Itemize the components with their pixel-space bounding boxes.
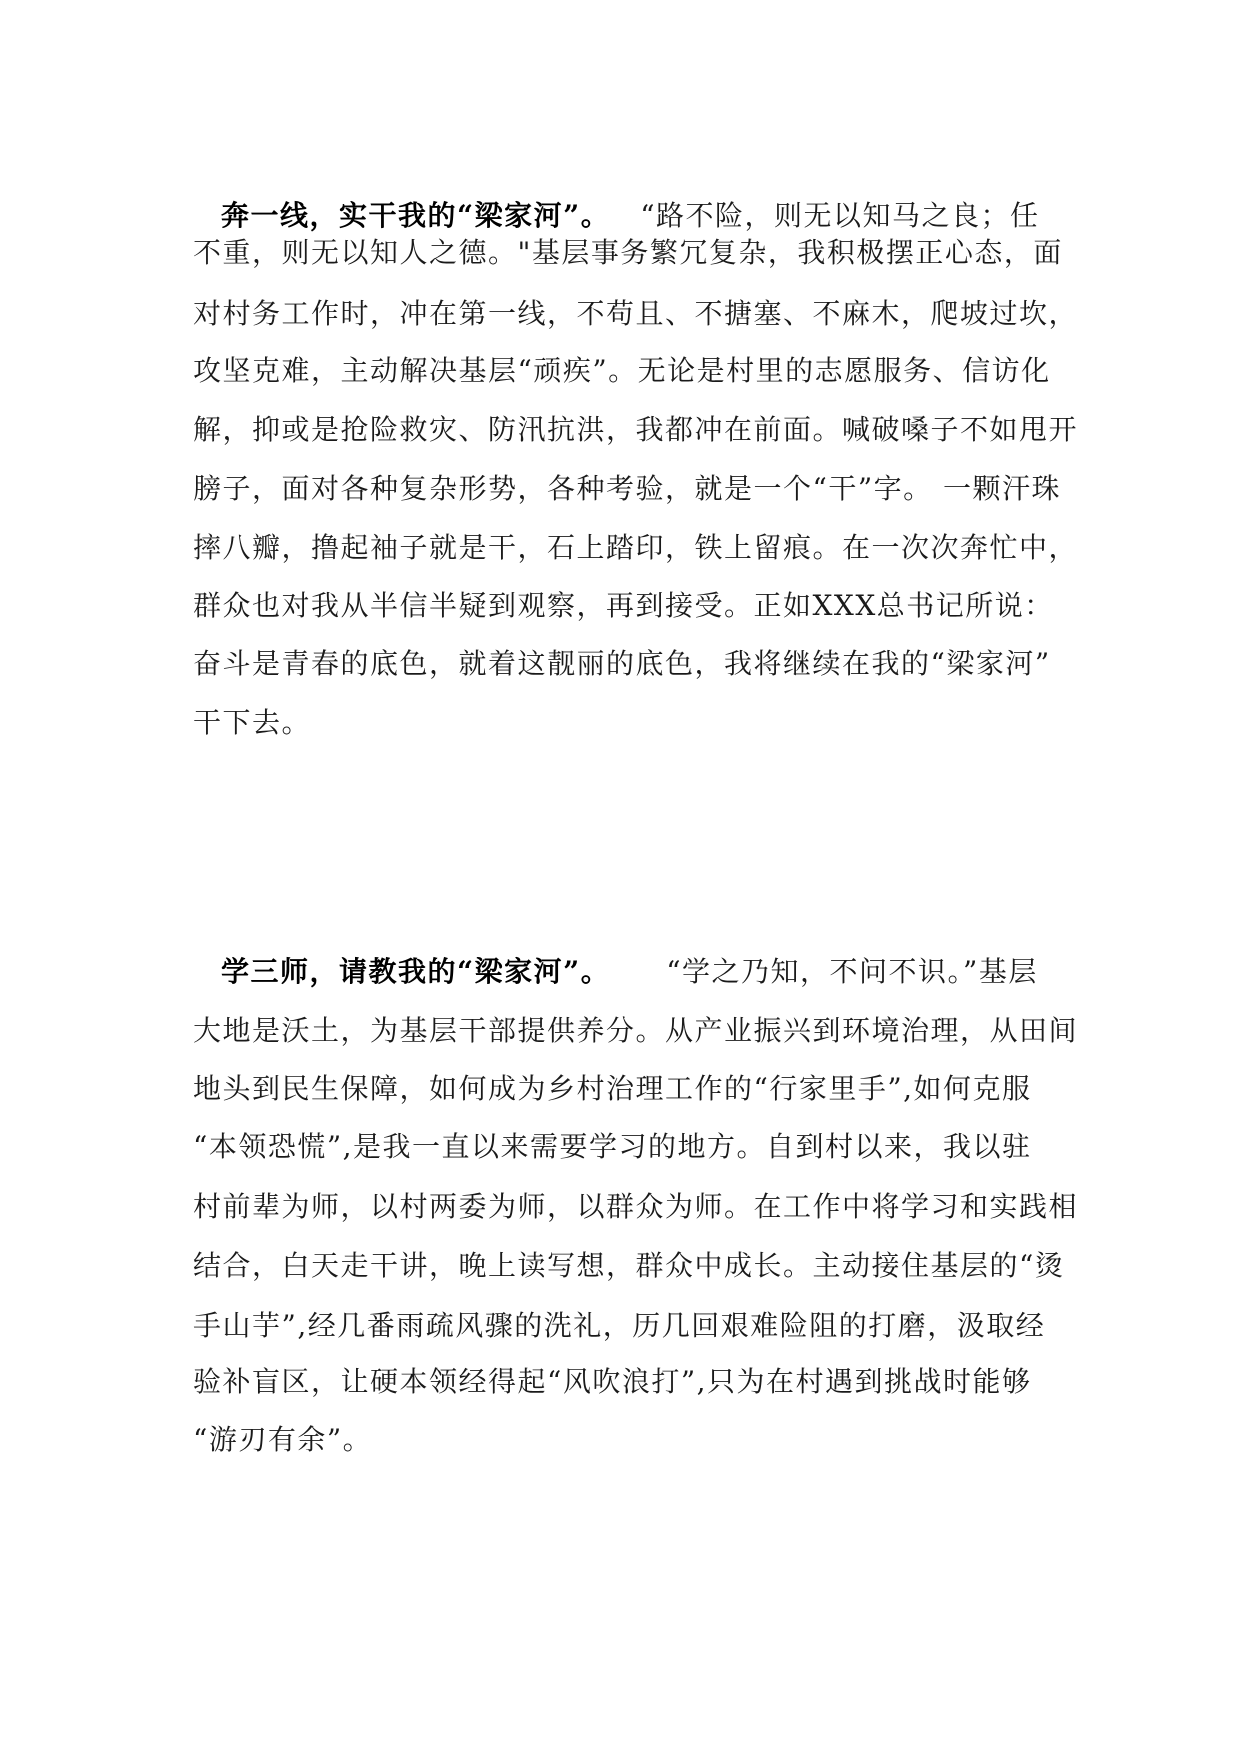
section-1-first-line — [193, 196, 1040, 236]
section-1-line-5: 解，抑或是抢险救灾、防汛抗洪，我都冲在前面。喊破嗓子不如甩开 — [193, 413, 1079, 446]
section-1-line-6: 膀子，面对各种复杂形势，各种考验，就是一个“干”字。 一颗汗珠 — [193, 472, 1062, 505]
section-2-line-9: “游刃有余”。 — [193, 1423, 373, 1456]
section-1-line-4: 攻坚克难，主动解决基层“顽疾”。无论是村里的志愿服务、信访化 — [193, 354, 1051, 387]
section-2-line-8: 验补盲区，让硬本领经得起“风吹浪打”,只为在村遇到挑战时能够 — [193, 1365, 1032, 1398]
section-1-line-1: “路不险，则无以知马之良；任 — [640, 199, 1040, 232]
section-2-line-5: 村前辈为师，以村两委为师，以群众为师。在工作中将学习和实践相 — [193, 1190, 1079, 1223]
section-2-line-7: 手山芋”,经几番雨疏风骤的洗礼，历几回艰难险阻的打磨，汲取经 — [193, 1309, 1046, 1342]
section-2-line-1: “学之乃知，不问不识。”基层 — [666, 955, 1038, 988]
section-1-line-9: 奋斗是青春的底色，就着这靓丽的底色，我将继续在我的“梁家河” — [193, 647, 1051, 680]
section-1-line-2: 不重，则无以知人之德。"基层事务繁冗复杂，我积极摆正心态，面 — [193, 236, 1063, 269]
section-2-line-6: 结合，白天走干讲，晚上读写想，群众中成长。主动接住基层的“烫 — [193, 1249, 1065, 1282]
section-2-first-line — [193, 952, 1038, 992]
section-2-line-3: 地头到民生保障，如何成为乡村治理工作的“行家里手”,如何克服 — [193, 1072, 1032, 1105]
section-2-heading: 学三师，请教我的“梁家河”。 — [221, 955, 611, 988]
section-1-line-8: 群众也对我从半信半疑到观察，再到接受。正如XXX总书记所说： — [193, 589, 1054, 622]
section-1-heading: 奔一线，实干我的“梁家河”。 — [221, 199, 611, 232]
section-1-line-10: 干下去。 — [193, 706, 312, 739]
section-2-line-2: 大地是沃土，为基层干部提供养分。从产业振兴到环境治理，从田间 — [193, 1014, 1079, 1047]
section-1-line-7: 摔八瓣，撸起袖子就是干，石上踏印，铁上留痕。在一次次奔忙中， — [193, 531, 1079, 564]
section-1-line-3: 对村务工作时，冲在第一线，不苟且、不搪塞、不麻木，爬坡过坎， — [193, 297, 1079, 330]
section-2-line-4: “本领恐慌”,是我一直以来需要学习的地方。自到村以来，我以驻 — [193, 1130, 1032, 1163]
